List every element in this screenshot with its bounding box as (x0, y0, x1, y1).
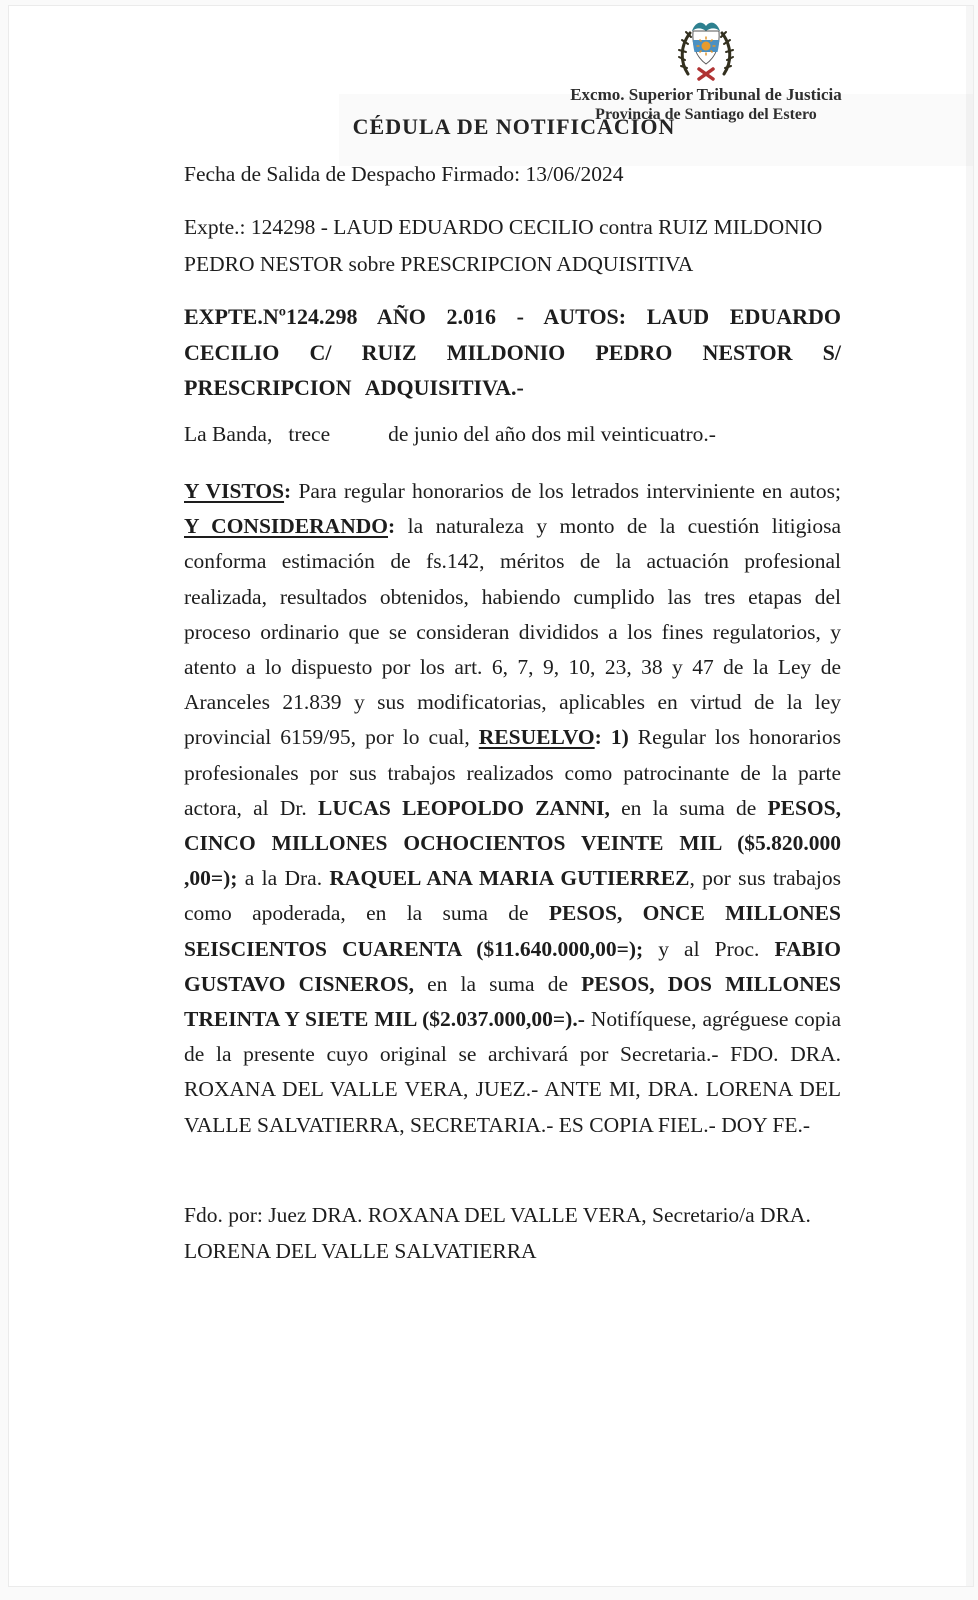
amount-cisneros: PESOS, DOS MILLONES TREINTA Y SIETE MIL ($2.037.000,00=).- (184, 971, 841, 1032)
dispatch-date-line: Fecha de Salida de Despacho Firmado: 13/06/2024 (184, 162, 624, 186)
body-segment: en la suma de (609, 795, 768, 820)
amount-zanni: PESOS, CINCO MILLONES OCHOCIENTOS VEINTE MIL ($5.820.000 ,00=); (184, 795, 841, 891)
amount-gutierrez: PESOS, ONCE MILLONES SEISCIENTOS CUARENTA ($11.640.000,00=); (184, 901, 841, 961)
day-word: trece (288, 422, 331, 446)
body-segment: Notifíquese, agréguese copia de la presente cuyo original se archivará por Secretaria.- FDO. DRA. ROXANA DEL VALLE VERA, JUEZ.- ANTE MI, DRA. LORENA DEL VALLE SALVATIERRA, SECRETARIA.- ES COPIA FIEL.- DOY FE.- (184, 1007, 841, 1137)
lawyer-name-gutierrez: RAQUEL ANA MARIA GUTIERREZ (329, 866, 690, 891)
coat-of-arms-icon (662, 18, 750, 82)
autos-caption: EXPTE.Nº124.298 AÑO 2.016 - AUTOS: LAUD EDUARDO CECILIO C/ RUIZ MILDONIO PEDRO NESTOR S/ PRESCRIPCION ADQUISITIVA.- (184, 304, 841, 400)
body-paragraph (184, 474, 841, 1143)
body-segment: , por sus trabajos como apoderada, en la suma de (184, 866, 842, 926)
body-segment: Regular los honorarios profesionales por sus trabajos realizados como patrocinante de la parte actora, al Dr. (184, 725, 841, 820)
body-segment: y al Proc. (643, 936, 775, 961)
y-considerando-heading: Y CONSIDERANDO (184, 514, 388, 539)
body-segment: a la Dra. (237, 866, 330, 891)
document-title: CÉDULA DE NOTIFICACIÓN (352, 114, 676, 139)
body-segment: : (284, 479, 292, 503)
body-segment: Para regular honorarios de los letrados interviniente en autos; (291, 479, 841, 503)
resuelvo-heading: RESUELVO (478, 725, 595, 750)
page-edge-shadow (966, 6, 973, 1586)
body-segment: : 1) (594, 725, 629, 750)
place-name: La Banda, (184, 422, 273, 446)
body-segment: : (387, 514, 396, 539)
expediente-caption: Expte.: 124298 - LAUD EDUARDO CECILIO contra RUIZ MILDONIO PEDRO NESTOR sobre PRESCRIPCION ADQUISITIVA (184, 215, 823, 276)
org-name-line2: Provincia de Santiago del Estero (595, 106, 817, 124)
lawyer-name-cisneros: FABIO GUSTAVO CISNEROS, (184, 936, 841, 996)
org-name-line1: Excmo. Superior Tribunal de Justicia (570, 85, 842, 104)
date-rest: de junio del año dos mil veinticuatro.- (388, 422, 716, 446)
signature-line: Fdo. por: Juez DRA. ROXANA DEL VALLE VERA, Secretario/a DRA. LORENA DEL VALLE SALVATIERRA (184, 1203, 811, 1263)
court-letterhead (556, 18, 856, 125)
place-date-line (184, 422, 716, 447)
y-vistos-heading: Y VISTOS (184, 479, 285, 503)
body-segment: la naturaleza y monto de la cuestión litigiosa conforma estimación de fs.142, méritos de la actuación profesional realizada, resultados obtenidos, habiendo cumplido las tres etapas del proceso ordinario que se consideran divididos a los fines regulatorios, y atento a lo dispuesto por los art. 6, 7, 9, 10, 23, 38 y 47 de la Ley de Aranceles 21.839 y sus modificatorias, aplicables en virtud de la ley provincial 6159/95, por lo cual, (184, 514, 841, 750)
body-segment: en la suma de (413, 971, 582, 996)
lawyer-name-zanni: LUCAS LEOPOLDO ZANNI, (317, 795, 610, 820)
document-page (8, 5, 974, 1587)
